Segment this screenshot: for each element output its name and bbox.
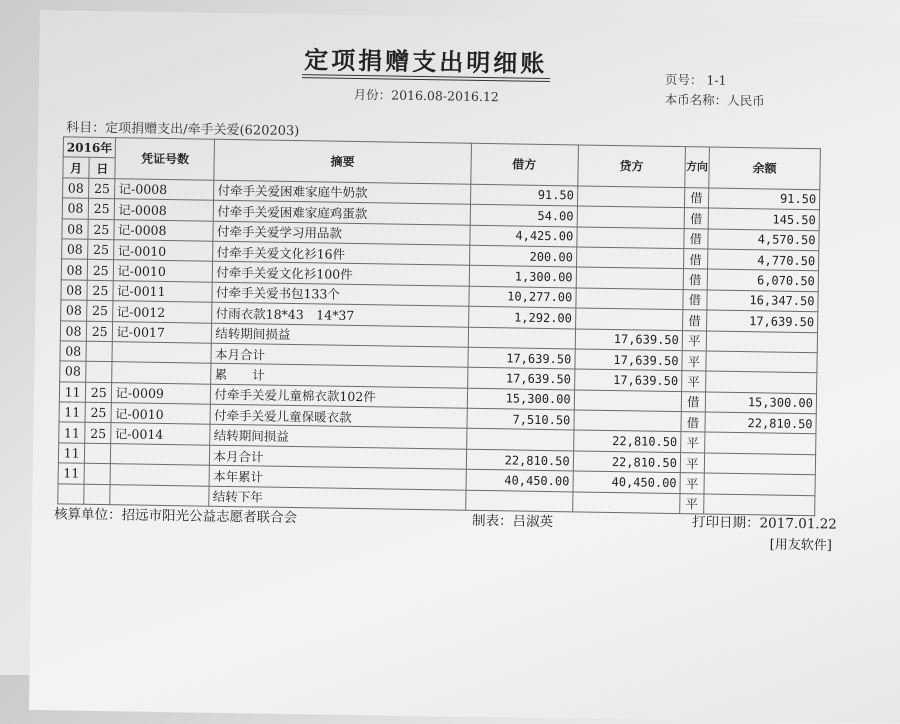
direction-cell: 平 bbox=[680, 452, 704, 473]
summary-cell: 本年累计 bbox=[209, 465, 465, 489]
voucher-cell: 记-0011 bbox=[113, 280, 212, 302]
software-label: [用友软件] bbox=[769, 537, 832, 554]
print-date: 打印日期：2017.01.22 bbox=[691, 514, 837, 533]
month-header: 月 bbox=[63, 157, 90, 178]
summary-cell: 付雨衣款18*43 14*37 bbox=[212, 302, 468, 326]
day-cell bbox=[86, 341, 113, 362]
summary-cell: 结转下年 bbox=[209, 486, 465, 510]
day-cell: 25 bbox=[87, 300, 114, 321]
debit-cell: 22,810.50 bbox=[466, 449, 574, 471]
credit-cell: 22,810.50 bbox=[573, 451, 681, 473]
balance-cell: 6,070.50 bbox=[707, 269, 818, 291]
voucher-cell: 记-0012 bbox=[113, 301, 212, 323]
direction-cell: 平 bbox=[682, 371, 706, 392]
balance-cell: 16,347.50 bbox=[707, 290, 818, 312]
debit-cell: 17,639.50 bbox=[467, 347, 575, 369]
balance-cell: 91.50 bbox=[708, 188, 819, 210]
debit-cell: 17,639.50 bbox=[467, 368, 575, 390]
balance-cell: 145.50 bbox=[708, 208, 819, 230]
day-cell: 25 bbox=[87, 321, 114, 342]
credit-cell: 22,810.50 bbox=[573, 430, 681, 452]
month-cell: 08 bbox=[60, 320, 87, 341]
accounting-unit: 核算单位：招远市阳光公益志愿者联合会 bbox=[53, 506, 298, 527]
debit-header: 借方 bbox=[470, 143, 578, 185]
debit-cell: 1,292.00 bbox=[468, 306, 576, 328]
summary-cell: 付牵手关爱文化衫100件 bbox=[213, 262, 469, 286]
balance-cell: 4,570.50 bbox=[708, 229, 819, 251]
balance-cell: 17,639.50 bbox=[706, 310, 817, 332]
summary-cell: 本月合计 bbox=[211, 343, 467, 367]
ledger-body bbox=[58, 178, 820, 516]
voucher-cell bbox=[111, 444, 210, 466]
summary-cell: 累 计 bbox=[211, 364, 467, 388]
month-cell: 08 bbox=[61, 259, 88, 280]
credit-cell bbox=[577, 206, 685, 228]
balance-cell bbox=[705, 371, 816, 393]
credit-cell: 17,639.50 bbox=[575, 349, 683, 371]
account-subject: 科目：定项捐赠支出/牵手关爱(620203) bbox=[66, 120, 300, 140]
direction-cell: 借 bbox=[684, 208, 708, 229]
ledger-table bbox=[57, 136, 821, 516]
credit-cell bbox=[576, 288, 684, 310]
day-cell: 25 bbox=[87, 280, 114, 301]
day-cell: 25 bbox=[85, 423, 112, 444]
voucher-cell bbox=[112, 342, 211, 364]
debit-cell: 200.00 bbox=[469, 245, 577, 267]
balance-header: 余额 bbox=[709, 147, 821, 190]
balance-cell bbox=[704, 453, 815, 475]
debit-cell bbox=[466, 429, 574, 451]
year-header: 2016年 bbox=[63, 137, 116, 158]
month-cell: 11 bbox=[59, 402, 86, 423]
credit-cell bbox=[575, 308, 683, 330]
voucher-cell: 记-0010 bbox=[114, 240, 213, 262]
direction-cell: 平 bbox=[680, 473, 704, 494]
voucher-cell: 记-0009 bbox=[112, 382, 211, 404]
credit-cell: 17,639.50 bbox=[574, 369, 682, 391]
credit-cell bbox=[576, 267, 684, 289]
debit-cell: 7,510.50 bbox=[466, 408, 574, 430]
debit-cell: 54.00 bbox=[470, 204, 578, 226]
day-cell: 25 bbox=[87, 260, 114, 281]
balance-cell bbox=[706, 351, 817, 373]
voucher-cell: 记-0008 bbox=[115, 178, 214, 200]
balance-cell: 4,770.50 bbox=[707, 249, 818, 271]
direction-cell: 平 bbox=[682, 330, 706, 351]
voucher-cell: 记-0008 bbox=[115, 199, 214, 221]
month-cell: 08 bbox=[61, 300, 88, 321]
debit-cell: 10,277.00 bbox=[468, 286, 576, 308]
day-cell bbox=[84, 484, 111, 505]
month-cell: 11 bbox=[59, 382, 86, 403]
month-cell: 11 bbox=[58, 443, 85, 464]
voucher-cell bbox=[110, 464, 209, 486]
month-cell: 08 bbox=[63, 178, 90, 199]
summary-cell: 付牵手关爱困难家庭鸡蛋款 bbox=[214, 200, 470, 224]
voucher-cell: 记-0017 bbox=[113, 321, 212, 343]
direction-cell: 借 bbox=[682, 310, 706, 331]
balance-cell bbox=[704, 473, 815, 495]
direction-cell: 借 bbox=[684, 187, 708, 208]
credit-cell bbox=[574, 390, 682, 412]
month-cell: 08 bbox=[62, 198, 89, 219]
summary-header: 摘要 bbox=[214, 139, 471, 184]
direction-cell: 借 bbox=[683, 289, 707, 310]
debit-cell: 40,450.00 bbox=[466, 469, 574, 491]
summary-cell: 付牵手关爱文化衫16件 bbox=[213, 241, 469, 265]
currency: 本币名称：人民币 bbox=[664, 91, 765, 109]
credit-cell bbox=[577, 186, 685, 208]
direction-cell: 借 bbox=[681, 391, 705, 412]
balance-cell: 15,300.00 bbox=[705, 392, 816, 414]
month-cell: 08 bbox=[61, 280, 88, 301]
ledger-page bbox=[29, 10, 900, 724]
summary-cell: 本月合计 bbox=[210, 445, 466, 469]
month-cell: 08 bbox=[60, 361, 87, 382]
credit-cell bbox=[572, 492, 680, 514]
balance-cell bbox=[706, 331, 817, 353]
month-cell: 08 bbox=[62, 218, 89, 239]
month-cell bbox=[58, 483, 85, 504]
voucher-cell: 记-0008 bbox=[114, 219, 213, 241]
balance-cell bbox=[704, 432, 815, 454]
credit-cell: 17,639.50 bbox=[575, 328, 683, 350]
debit-cell: 4,425.00 bbox=[469, 225, 577, 247]
page-number: 页号： 1-1 bbox=[664, 71, 727, 88]
direction-cell: 平 bbox=[681, 432, 705, 453]
balance-cell: 22,810.50 bbox=[705, 412, 816, 434]
day-cell: 25 bbox=[86, 382, 113, 403]
direction-cell: 借 bbox=[681, 412, 705, 433]
summary-cell: 付牵手关爱儿童棉衣款102件 bbox=[211, 384, 467, 408]
voucher-cell: 记-0014 bbox=[111, 423, 210, 445]
day-cell: 25 bbox=[89, 178, 116, 199]
debit-cell bbox=[468, 327, 576, 349]
summary-cell: 付牵手关爱困难家庭牛奶款 bbox=[214, 180, 470, 204]
day-cell: 25 bbox=[88, 219, 115, 240]
direction-cell: 借 bbox=[683, 269, 707, 290]
debit-cell: 91.50 bbox=[470, 184, 578, 206]
summary-cell: 付牵手关爱学习用品款 bbox=[213, 221, 469, 245]
day-cell: 25 bbox=[88, 198, 115, 219]
summary-cell: 付牵手关爱儿童保暖衣款 bbox=[210, 404, 466, 428]
credit-cell bbox=[576, 247, 684, 269]
voucher-header: 凭证号数 bbox=[115, 138, 215, 180]
month-cell: 08 bbox=[60, 341, 87, 362]
direction-header: 方向 bbox=[685, 147, 710, 188]
preparer: 制表：吕淑英 bbox=[471, 512, 554, 531]
credit-cell: 40,450.00 bbox=[573, 471, 681, 493]
day-cell bbox=[84, 464, 111, 485]
debit-cell: 1,300.00 bbox=[469, 266, 577, 288]
voucher-cell bbox=[112, 362, 211, 384]
period: 月份：2016.08-2016.12 bbox=[353, 86, 499, 105]
credit-cell bbox=[574, 410, 682, 432]
credit-header: 贷方 bbox=[578, 145, 686, 187]
voucher-cell: 记-0010 bbox=[114, 260, 213, 282]
day-cell bbox=[85, 443, 112, 464]
direction-cell: 平 bbox=[680, 493, 704, 514]
day-cell: 25 bbox=[85, 402, 112, 423]
month-cell: 11 bbox=[59, 422, 86, 443]
day-cell: 25 bbox=[88, 239, 115, 260]
direction-cell: 借 bbox=[684, 228, 708, 249]
direction-cell: 平 bbox=[682, 351, 706, 372]
debit-cell: 15,300.00 bbox=[467, 388, 575, 410]
credit-cell bbox=[577, 227, 685, 249]
summary-cell: 结转期间损益 bbox=[212, 323, 468, 347]
month-cell: 08 bbox=[62, 239, 89, 260]
month-cell: 11 bbox=[58, 463, 85, 484]
summary-cell: 结转期间损益 bbox=[210, 425, 466, 449]
voucher-cell: 记-0010 bbox=[111, 403, 210, 425]
direction-cell: 借 bbox=[683, 249, 707, 270]
page-title: 定项捐赠支出明细账 bbox=[304, 45, 548, 78]
day-cell bbox=[86, 362, 113, 383]
day-header: 日 bbox=[89, 158, 116, 179]
summary-cell: 付牵手关爱书包133个 bbox=[212, 282, 468, 306]
